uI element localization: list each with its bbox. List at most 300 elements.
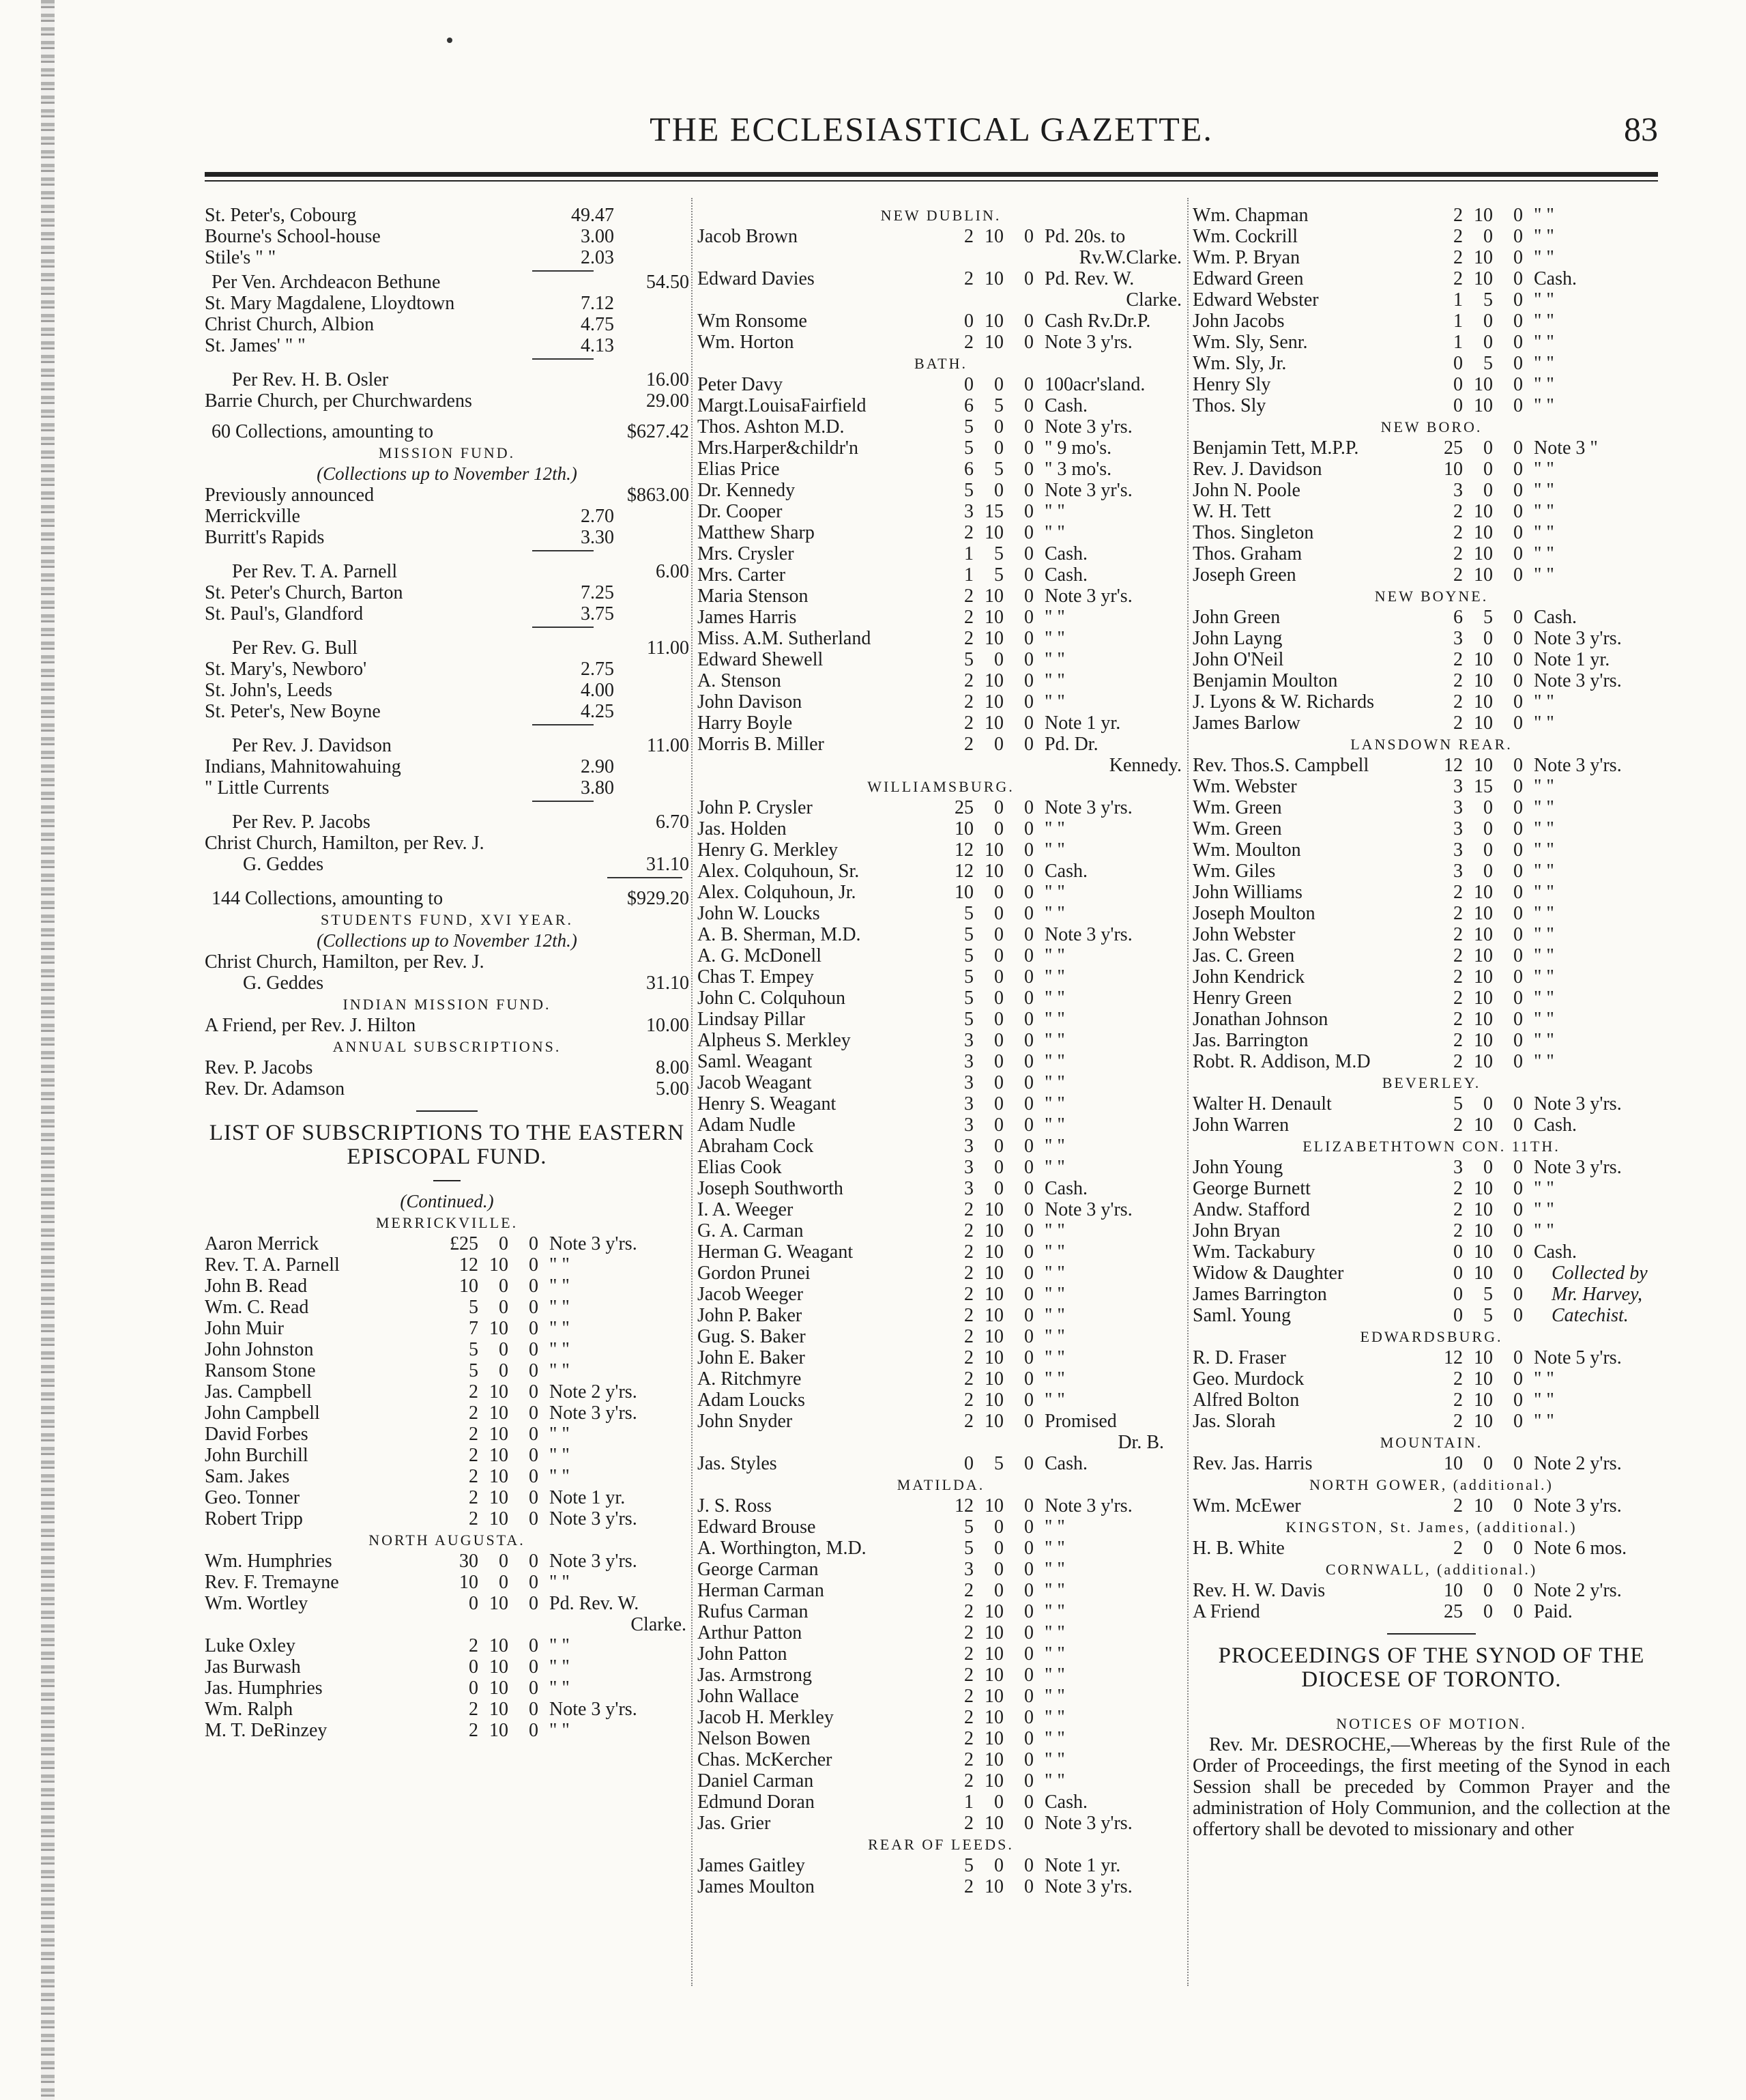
- payment-note: " ": [1045, 1093, 1065, 1114]
- pounds: 2: [469, 1424, 478, 1445]
- payment-note: Note 3 y'rs.: [1534, 628, 1622, 649]
- subscriber-row: [1193, 1199, 1670, 1220]
- shillings: 0: [994, 1178, 1004, 1199]
- subscriber-name: James Moulton: [697, 1876, 815, 1897]
- pence: 0: [1513, 607, 1523, 628]
- pence: 0: [1513, 1178, 1523, 1199]
- shillings: 0: [1483, 628, 1493, 649]
- payment-note: Note 3 ": [1534, 437, 1598, 459]
- shillings: 0: [1483, 311, 1493, 332]
- pence: 0: [1024, 1707, 1034, 1728]
- collection-row: [205, 226, 689, 247]
- pounds: 2: [964, 670, 974, 691]
- subscriber-row: [697, 311, 1184, 332]
- payment-note: Note 3 y'rs.: [1045, 1813, 1133, 1834]
- shillings: 10: [489, 1318, 508, 1339]
- subscriber-name: James Barlow: [1193, 713, 1300, 734]
- shillings: 10: [985, 268, 1004, 289]
- subscriber-row: [697, 734, 1184, 755]
- subscriber-name: Wm. Moulton: [1193, 839, 1301, 861]
- subscriber-name: A Friend: [1193, 1601, 1260, 1622]
- subscriber-name: Jas. Barrington: [1193, 1030, 1309, 1051]
- pounds: 5: [964, 966, 974, 988]
- payment-note: " ": [1534, 882, 1554, 903]
- payment-note: " ": [1045, 988, 1065, 1009]
- payment-note: " ": [1045, 1284, 1065, 1305]
- payment-note: Note 6 mos.: [1534, 1538, 1627, 1559]
- subscriber-row: [697, 564, 1184, 586]
- subscriber-row: [205, 1699, 689, 1720]
- pence: 0: [1024, 818, 1034, 839]
- subscriber-row: [1193, 1347, 1670, 1368]
- subscriber-row: [1193, 1114, 1670, 1136]
- payment-note: " ": [1534, 311, 1554, 332]
- pounds: 1: [1453, 289, 1463, 311]
- pounds: 10: [1444, 459, 1463, 480]
- subscriber-row: [205, 1339, 689, 1360]
- entry-name: St. Mary Magdalene, Lloydtown: [205, 293, 455, 314]
- pence: 0: [1513, 205, 1523, 226]
- collection-list: [205, 659, 689, 722]
- payment-note: " ": [1534, 247, 1554, 268]
- shillings: 10: [489, 1508, 508, 1529]
- pounds: 2: [964, 1601, 974, 1622]
- payment-note: " ": [1534, 1009, 1554, 1030]
- payment-note: Note 2 y'rs.: [1534, 1453, 1622, 1474]
- pence: 0: [1024, 416, 1034, 437]
- collection-row: [205, 527, 689, 548]
- subscriber-row: [205, 1593, 689, 1614]
- pounds: 2: [964, 332, 974, 353]
- pence: 0: [529, 1678, 538, 1699]
- subscriber-name: Jas. Armstrong: [697, 1665, 812, 1686]
- subscriber-name: W. H. Tett: [1193, 501, 1271, 522]
- payment-note: " ": [1534, 839, 1554, 861]
- shillings: 0: [499, 1360, 508, 1381]
- pounds: 5: [964, 437, 974, 459]
- payment-note: " ": [1045, 1707, 1065, 1728]
- pence: 0: [1513, 1263, 1523, 1284]
- pence: 0: [1024, 1136, 1034, 1157]
- entry-name: St. Peter's, Cobourg: [205, 205, 357, 226]
- pence: 0: [1513, 839, 1523, 861]
- payment-note: " ": [549, 1318, 570, 1339]
- subscriber-row: [697, 459, 1184, 480]
- subscriber-name: Mrs. Carter: [697, 564, 786, 586]
- subscriber-row: [697, 1220, 1184, 1241]
- page-header: [205, 109, 1658, 157]
- payment-note: Pd. Dr.: [1045, 734, 1098, 755]
- subscriber-row: [697, 1792, 1184, 1813]
- subscriber-row: [205, 1508, 689, 1529]
- payment-note: " ": [1045, 1538, 1065, 1559]
- subscriber-row: [1193, 543, 1670, 564]
- pounds: 2: [469, 1466, 478, 1487]
- pounds: 2: [964, 1411, 974, 1432]
- subscriber-row: [697, 713, 1184, 734]
- subscriber-name: I. A. Weeger: [697, 1199, 794, 1220]
- entry-amount: 7.12: [581, 293, 614, 314]
- pounds: 0: [469, 1678, 478, 1699]
- shillings: 10: [1474, 945, 1493, 966]
- payment-note: Cash.: [1045, 861, 1088, 882]
- shillings: 10: [985, 691, 1004, 713]
- shillings: 10: [489, 1424, 508, 1445]
- note-continuation: Dr. B.: [1118, 1432, 1164, 1453]
- subscriber-row: [697, 1305, 1184, 1326]
- shillings: 0: [994, 797, 1004, 818]
- payment-note: Note 3 y'rs.: [1534, 755, 1622, 776]
- pounds: 3: [964, 1114, 974, 1136]
- pence: 0: [1024, 437, 1034, 459]
- pence: 0: [1024, 1284, 1034, 1305]
- subscriber-name: Daniel Carman: [697, 1770, 814, 1792]
- shillings: 10: [985, 586, 1004, 607]
- payment-note: Cash.: [1534, 1114, 1577, 1136]
- payment-note: Cash.: [1045, 564, 1088, 586]
- pence: 0: [1024, 924, 1034, 945]
- pence: 0: [1513, 755, 1523, 776]
- pence: 0: [1024, 564, 1034, 586]
- shillings: 10: [985, 226, 1004, 247]
- pence: 0: [1513, 1157, 1523, 1178]
- subscriber-row: [697, 1622, 1184, 1643]
- pence: 0: [529, 1593, 538, 1614]
- subscriber-row: [205, 1297, 689, 1318]
- shillings: 0: [994, 1559, 1004, 1580]
- pence: 0: [1513, 882, 1523, 903]
- shillings: 0: [994, 1051, 1004, 1072]
- subscriber-name: John Kendrick: [1193, 966, 1305, 988]
- payment-note: " ": [1045, 903, 1065, 924]
- entry-name: St. John's, Leeds: [205, 680, 333, 701]
- subtotal-row: Per Rev. P. Jacobs 6.70: [232, 811, 689, 833]
- payment-note: " 3 mo's.: [1045, 459, 1112, 480]
- shillings: 0: [994, 1136, 1004, 1157]
- payment-note: " ": [1045, 1390, 1065, 1411]
- pounds: 2: [1453, 649, 1463, 670]
- subscriber-name: Joseph Moulton: [1193, 903, 1315, 924]
- subscriber-row: [1193, 1601, 1670, 1622]
- pence: 0: [529, 1276, 538, 1297]
- subscriber-name: Mrs.Harper&childr'n: [697, 437, 858, 459]
- pence: 0: [1513, 988, 1523, 1009]
- section-heading: STUDENTS FUND, XVI YEAR.: [320, 911, 574, 928]
- pence: 0: [1513, 966, 1523, 988]
- subscriber-name: John P. Crysler: [697, 797, 813, 818]
- payment-note: " ": [1534, 374, 1554, 395]
- payment-note: " ": [549, 1466, 570, 1487]
- entry-name: Christ Church, Albion: [205, 314, 375, 335]
- pounds: 2: [964, 1580, 974, 1601]
- subscriber-row: [205, 1678, 689, 1699]
- subscriber-name: David Forbes: [205, 1424, 308, 1445]
- shillings: 0: [994, 818, 1004, 839]
- pence: 0: [1024, 1030, 1034, 1051]
- payment-note: Cash.: [1045, 1792, 1088, 1813]
- pence: 0: [1024, 1368, 1034, 1390]
- pence: 0: [1513, 1220, 1523, 1241]
- shillings: 10: [985, 670, 1004, 691]
- pounds: 6: [1453, 607, 1463, 628]
- payment-note: " ": [1534, 776, 1554, 797]
- subscriber-row: [697, 1728, 1184, 1749]
- pounds: 2: [964, 1728, 974, 1749]
- payment-note: " ": [549, 1297, 570, 1318]
- subscriber-name: John Jacobs: [1193, 311, 1285, 332]
- page-number: 83: [1624, 110, 1658, 148]
- pence: 0: [1024, 1876, 1034, 1897]
- pounds: 2: [964, 1220, 974, 1241]
- shillings: 10: [985, 861, 1004, 882]
- pounds: 2: [964, 1305, 974, 1326]
- pounds: 2: [964, 1263, 974, 1284]
- payment-note: " ": [549, 1678, 570, 1699]
- pence: 0: [1513, 1580, 1523, 1601]
- section-heading: NEW DUBLIN.: [880, 207, 1002, 224]
- entry-name: " Little Currents: [205, 777, 330, 799]
- pence: 0: [1513, 437, 1523, 459]
- pounds: 2: [469, 1508, 478, 1529]
- separator: [416, 1110, 478, 1112]
- payment-note: " ": [1534, 1390, 1554, 1411]
- subscriber-name: Robert Tripp: [205, 1508, 303, 1529]
- payment-note: " ": [1045, 818, 1065, 839]
- payment-note: " ": [1534, 1220, 1554, 1241]
- entry-total: 8.00: [656, 1057, 689, 1078]
- pence: 0: [1024, 480, 1034, 501]
- subscriber-name: Lindsay Pillar: [697, 1009, 805, 1030]
- header-rule-thin: [205, 180, 1658, 182]
- payment-note: Note 3 y'rs.: [1045, 924, 1133, 945]
- pence: 0: [1513, 1114, 1523, 1136]
- pounds: 0: [964, 311, 974, 332]
- shillings: 10: [1474, 966, 1493, 988]
- pounds: 2: [1453, 1030, 1463, 1051]
- subscriber-name: Edmund Doran: [697, 1792, 815, 1813]
- entry-name: St. James' " ": [205, 335, 306, 356]
- entry-amount: 49.47: [571, 205, 614, 226]
- pounds: 2: [1453, 713, 1463, 734]
- shillings: 0: [994, 903, 1004, 924]
- pounds: 2: [964, 586, 974, 607]
- pence: 0: [1024, 268, 1034, 289]
- shillings: 10: [1474, 1199, 1493, 1220]
- pounds: 0: [1453, 374, 1463, 395]
- subscriber-name: Henry S. Weagant: [697, 1093, 836, 1114]
- shillings: 0: [1483, 437, 1493, 459]
- payment-note: " ": [1534, 1411, 1554, 1432]
- subscriber-row: [1193, 1538, 1670, 1559]
- payment-note: " ": [549, 1572, 570, 1593]
- subscriber-row: [1193, 903, 1670, 924]
- shillings: 10: [985, 1326, 1004, 1347]
- shillings: 10: [985, 1686, 1004, 1707]
- shillings: 10: [985, 628, 1004, 649]
- shillings: 0: [994, 1580, 1004, 1601]
- subscriber-name: Gug. S. Baker: [697, 1326, 806, 1347]
- shillings: 10: [985, 839, 1004, 861]
- shillings: 10: [489, 1487, 508, 1508]
- column-left: [205, 205, 689, 1979]
- pence: 0: [1024, 903, 1034, 924]
- pounds: 2: [964, 1390, 974, 1411]
- pence: 0: [529, 1360, 538, 1381]
- subscriber-name: Benjamin Tett, M.P.P.: [1193, 437, 1359, 459]
- pounds: 2: [469, 1720, 478, 1741]
- pounds: 2: [964, 522, 974, 543]
- pounds: 2: [964, 1643, 974, 1665]
- collection-list: [205, 205, 689, 268]
- shillings: 0: [994, 649, 1004, 670]
- shillings: 5: [1483, 353, 1493, 374]
- entry-amount: 4.75: [581, 314, 614, 335]
- payment-note: Cash Rv.Dr.P.: [1045, 311, 1151, 332]
- subscriber-row: [1193, 1495, 1670, 1516]
- payment-note: Note 1 yr.: [1534, 649, 1610, 670]
- entry-amount: 2.70: [581, 506, 614, 527]
- pounds: 2: [1453, 522, 1463, 543]
- pence: 0: [529, 1699, 538, 1720]
- subscriber-name: Abraham Cock: [697, 1136, 814, 1157]
- subscriber-name: Maria Stenson: [697, 586, 809, 607]
- subscriber-name: Jacob H. Merkley: [697, 1707, 834, 1728]
- subtotal-row: A Friend, per Rev. J. Hilton 10.00: [205, 1015, 689, 1036]
- shillings: 0: [994, 1855, 1004, 1876]
- shillings: 0: [499, 1233, 508, 1254]
- subscriber-row: [1193, 247, 1670, 268]
- payment-note: " ": [1045, 1347, 1065, 1368]
- pence: 0: [1513, 1009, 1523, 1030]
- shillings: 15: [985, 501, 1004, 522]
- pence: 0: [1513, 332, 1523, 353]
- subscriber-row: [697, 1601, 1184, 1622]
- subscriber-list: [205, 1233, 689, 1529]
- pence: 0: [1513, 945, 1523, 966]
- subscriber-row: [697, 1051, 1184, 1072]
- section-heading: ANNUAL SUBSCRIPTIONS.: [332, 1038, 562, 1055]
- subscriber-name: John N. Poole: [1193, 480, 1300, 501]
- pence: 0: [1024, 691, 1034, 713]
- shillings: 10: [985, 1876, 1004, 1897]
- pence: 0: [1513, 924, 1523, 945]
- subscriber-name: Andw. Stafford: [1193, 1199, 1310, 1220]
- payment-note: Note 3 y'rs.: [1045, 1495, 1133, 1516]
- pounds: 1: [964, 1792, 974, 1813]
- pence: 0: [1024, 1093, 1034, 1114]
- payment-note: " ": [549, 1254, 570, 1276]
- pounds: 2: [1453, 988, 1463, 1009]
- pounds: 2: [1453, 564, 1463, 586]
- subscriber-name: Rev. Jas. Harris: [1193, 1453, 1313, 1474]
- pounds: 2: [469, 1635, 478, 1656]
- entry-name: Rev. Dr. Adamson: [205, 1078, 345, 1099]
- subscriber-list: [1193, 1347, 1670, 1432]
- shillings: 0: [1483, 1580, 1493, 1601]
- shillings: 10: [985, 1495, 1004, 1516]
- subscriber-list: [697, 374, 1184, 755]
- section-heading: MERRICKVILLE.: [375, 1214, 519, 1231]
- entry-name: St. Mary's, Newboro': [205, 659, 367, 680]
- subscriber-row: [697, 1453, 1184, 1474]
- payment-note: Note 3 y'rs.: [549, 1551, 637, 1572]
- subscriber-name: Henry Green: [1193, 988, 1292, 1009]
- payment-note: " ": [549, 1276, 570, 1297]
- pence: 0: [1024, 459, 1034, 480]
- subscriber-row: [697, 1770, 1184, 1792]
- subscriber-list: [1193, 1453, 1670, 1474]
- subscriber-row: [1193, 628, 1670, 649]
- payment-note: " ": [549, 1445, 570, 1466]
- pence: 0: [1024, 1390, 1034, 1411]
- shillings: 0: [994, 374, 1004, 395]
- subscriber-row: [697, 628, 1184, 649]
- pence: 0: [1513, 1347, 1523, 1368]
- payment-note: " ": [1045, 1601, 1065, 1622]
- continued-note: (Continued.): [400, 1191, 494, 1211]
- collection-row: [205, 247, 689, 268]
- subscriber-row: [697, 1284, 1184, 1305]
- entry-amount: 3.30: [581, 527, 614, 548]
- note-continuation: Clarke.: [1126, 289, 1182, 311]
- payment-note: " ": [1045, 1559, 1065, 1580]
- pounds: 3: [964, 1559, 974, 1580]
- pence: 0: [1024, 607, 1034, 628]
- pounds: 2: [1453, 903, 1463, 924]
- subscriber-row: [697, 1643, 1184, 1665]
- pounds: 5: [964, 988, 974, 1009]
- subscriber-row: [1193, 480, 1670, 501]
- collection-row: [205, 701, 689, 722]
- subscriber-row: [1193, 607, 1670, 628]
- payment-note: " ": [549, 1635, 570, 1656]
- subscriber-name: Benjamin Moulton: [1193, 670, 1338, 691]
- subscriber-name: Dr. Cooper: [697, 501, 783, 522]
- shillings: 10: [985, 607, 1004, 628]
- pence: 0: [1024, 522, 1034, 543]
- shillings: 0: [994, 1030, 1004, 1051]
- shillings: 10: [1474, 1178, 1493, 1199]
- subscriber-row: [1193, 522, 1670, 543]
- collection-row: [205, 205, 689, 226]
- pence: 0: [1024, 966, 1034, 988]
- payment-note: " ": [1045, 607, 1065, 628]
- pounds: 2: [964, 1665, 974, 1686]
- subscriber-row: [1193, 1453, 1670, 1474]
- subscriber-row: [205, 1466, 689, 1487]
- subscriber-row: [697, 543, 1184, 564]
- shillings: 10: [1474, 205, 1493, 226]
- shillings: 10: [489, 1254, 508, 1276]
- subscriber-row: [697, 1030, 1184, 1051]
- subscriber-name: John Williams: [1193, 882, 1303, 903]
- shillings: 10: [1474, 374, 1493, 395]
- pounds: 12: [955, 861, 974, 882]
- shillings: 10: [985, 1220, 1004, 1241]
- subscriber-row: [697, 1580, 1184, 1601]
- subscriber-list: [697, 1855, 1184, 1897]
- payment-note: Cash.: [1534, 607, 1577, 628]
- pounds: 6: [964, 395, 974, 416]
- section-heading: NOTICES OF MOTION.: [1336, 1715, 1527, 1732]
- shillings: 10: [1474, 1009, 1493, 1030]
- pence: 0: [1513, 1601, 1523, 1622]
- subscriber-name: Wm. Green: [1193, 797, 1282, 818]
- pence: 0: [1513, 268, 1523, 289]
- pounds: 0: [1453, 1241, 1463, 1263]
- grand-total-row: 144 Collections, amounting to $929.20: [212, 888, 689, 909]
- section-heading: MATILDA.: [897, 1476, 985, 1493]
